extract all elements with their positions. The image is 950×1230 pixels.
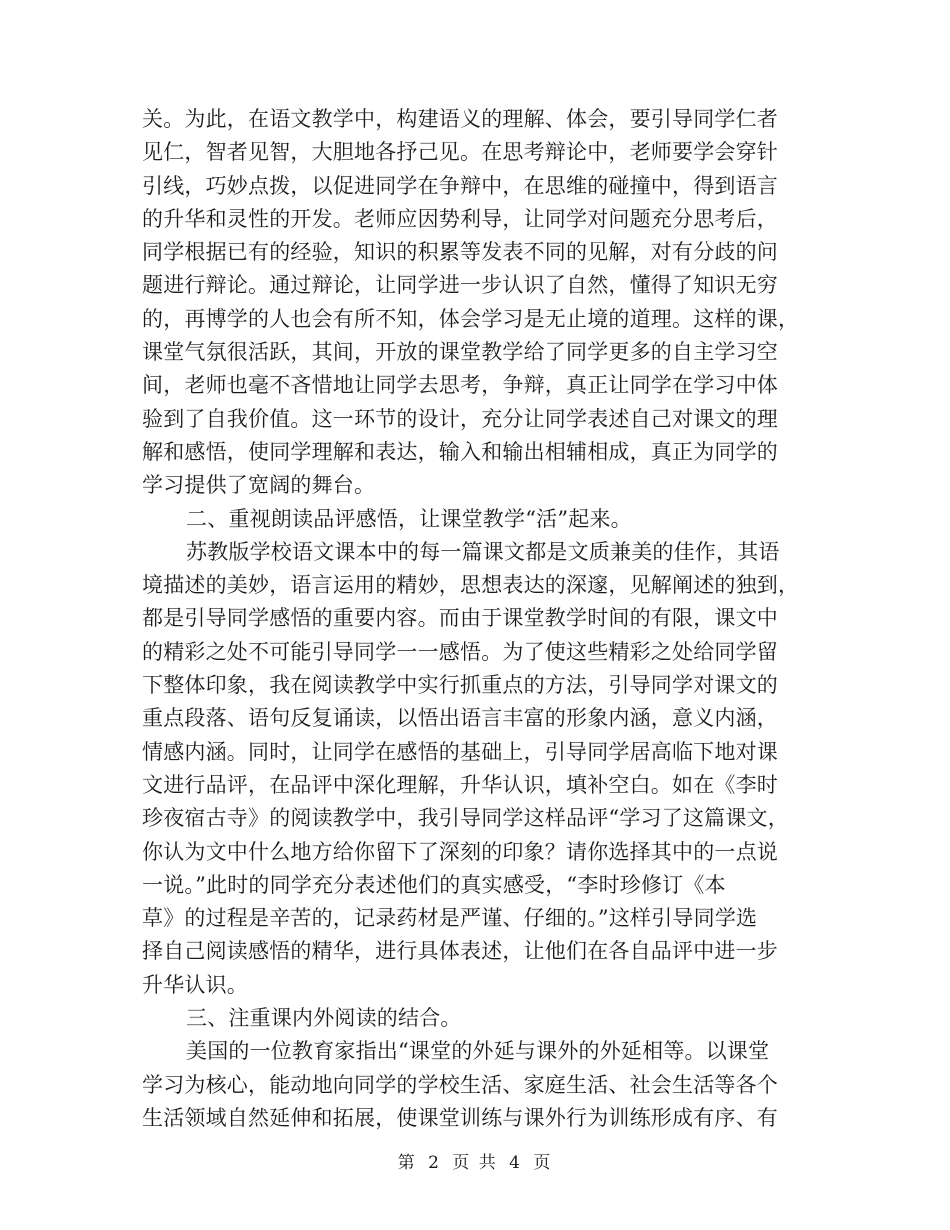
section-heading: 二、重视朗读品评感悟，让课堂教学“活”起来。 [186, 506, 632, 531]
text-line: 苏教版学校语文课本中的每一篇课文都是文质兼美的佳作，其语 [186, 539, 780, 564]
text-line: 择自己阅读感悟的精华，进行具体表述，让他们在各自品评中进一步 [142, 939, 778, 964]
text-line: 同学根据已有的经验，知识的积累等发表不同的见解，对有分歧的问 [142, 240, 778, 265]
page-footer [0, 1148, 950, 1173]
text-line: 你认为文中什么地方给你留下了深刻的印象？请你选择其中的一点说 [142, 839, 778, 864]
text-line: 珍夜宿古寺》的阅读教学中，我引导同学这样品评“学习了这篇课文， [142, 806, 789, 831]
text-line: 解和感悟，使同学理解和表达，输入和输出相辅相成，真正为同学的 [142, 439, 778, 464]
text-line: 验到了自我价值。这一环节的设计，充分让同学表述自己对课文的理 [142, 406, 778, 431]
body-text [142, 103, 808, 1135]
text-line: 间，老师也毫不吝惜地让同学去思考，争辩，真正让同学在学习中体 [142, 373, 778, 398]
text-line: 境描述的美妙，语言运用的精妙，思想表达的深邃，见解阐述的独到， [142, 573, 800, 598]
text-line: 一说。”此时的同学充分表述他们的真实感受，“李时珍修订《本 [142, 872, 726, 897]
text-line: 草》的过程是辛苦的，记录药材是严谨、仔细的。”这样引导同学选 [142, 906, 758, 931]
text-line: 课堂气氛很活跃，其间，开放的课堂教学给了同学更多的自主学习空 [142, 340, 778, 365]
text-line: 生活领域自然延伸和拓展，使课堂训练与课外行为训练形成有序、有 [142, 1105, 778, 1130]
text-line: 都是引导同学感悟的重要内容。而由于课堂教学时间的有限，课文中 [142, 606, 778, 631]
text-line: 题进行辩论。通过辩论，让同学进一步认识了自然，懂得了知识无穷 [142, 273, 778, 298]
text-line: 学习为核心，能动地向同学的学校生活、家庭生活、社会生活等各个 [142, 1072, 778, 1097]
text-line: 的升华和灵性的开发。老师应因势利导，让同学对问题充分思考后， [142, 206, 778, 231]
text-line: 美国的一位教育家指出“课堂的外延与课外的外延相等。以课堂 [186, 1039, 770, 1064]
text-line: 下整体印象，我在阅读教学中实行抓重点的方法，引导同学对课文的 [142, 673, 778, 698]
text-line: 升华认识。 [142, 972, 248, 997]
text-line: 的精彩之处不可能引导同学一一感悟。为了使这些精彩之处给同学留 [142, 639, 778, 664]
text-line: 引线，巧妙点拨，以促进同学在争辩中，在思维的碰撞中，得到语言 [142, 173, 778, 198]
text-line: 文进行品评，在品评中深化理解，升华认识，填补空白。如在《李时 [142, 772, 778, 797]
text-line: 见仁，智者见智，大胆地各抒己见。在思考辩论中，老师要学会穿针 [142, 140, 778, 165]
footer-middle: 页 共 [452, 1153, 498, 1173]
text-line: 的，再博学的人也会有所不知，体会学习是无止境的道理。这样的课， [142, 306, 800, 331]
footer-prefix: 第 [397, 1153, 417, 1173]
text-line: 重点段落、语句反复诵读，以悟出语言丰富的形象内涵，意义内涵， [142, 706, 778, 731]
total-pages: 4 [509, 1153, 522, 1173]
section-heading: 三、注重课内外阅读的结合。 [186, 1006, 462, 1031]
text-line: 关。为此，在语文教学中，构建语义的理解、体会，要引导同学仁者 [142, 107, 778, 131]
page-number: 2 [428, 1153, 441, 1173]
text-line: 学习提供了宽阔的舞台。 [142, 473, 376, 498]
footer-suffix: 页 [533, 1153, 553, 1173]
text-line: 情感内涵。同时，让同学在感悟的基础上，引导同学居高临下地对课 [142, 739, 778, 764]
